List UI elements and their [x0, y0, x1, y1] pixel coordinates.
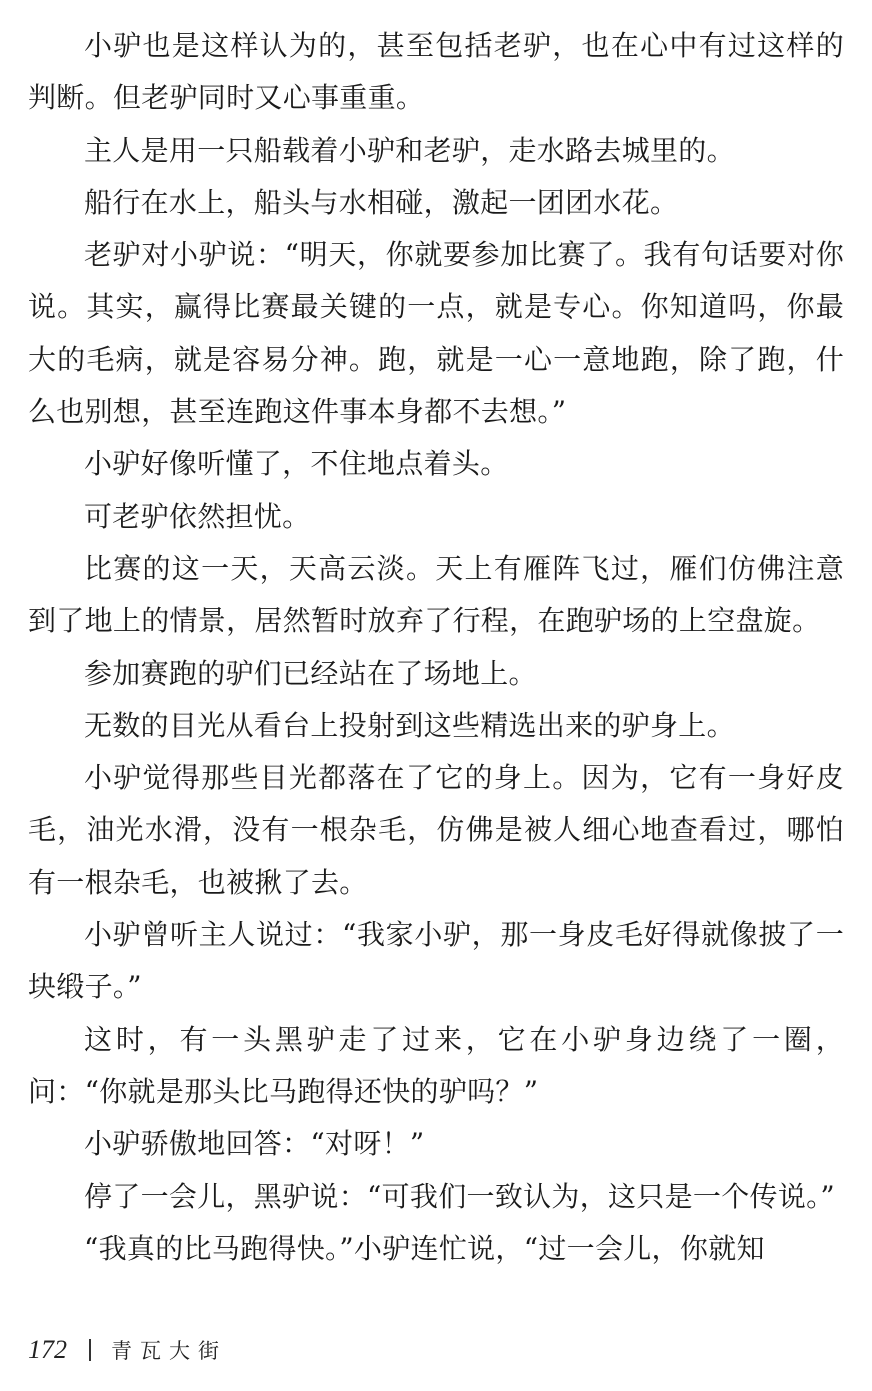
paragraph: 小驴也是这样认为的，甚至包括老驴，也在心中有过这样的判断。但老驴同时又心事重重。	[28, 29, 844, 115]
paragraph: 船行在水上，船头与水相碰，激起一团团水花。	[84, 185, 679, 219]
paragraph: 老驴对小驴说：“明天，你就要参加比赛了。我有句话要对你说。其实，赢得比赛最关键的一点，就是专心。你知道吗，你最大的毛病，就是容易分神。跑，就是一心一意地跑，除了跑，什么也别想，甚至连跑这件事本身都不去想。”	[28, 238, 844, 429]
paragraph: 这时，有一头黑驴走了过来，它在小驴身边绕了一圈，问：“你就是那头比马跑得还快的驴吗？”	[28, 1022, 844, 1108]
paragraph: 小驴曾听主人说过：“我家小驴，那一身皮毛好得就像披了一块缎子。”	[28, 918, 844, 1004]
footer-divider	[89, 1339, 91, 1361]
paragraph: 比赛的这一天，天高云淡。天上有雁阵飞过，雁们仿佛注意到了地上的情景，居然暂时放弃了行程，在跑驴场的上空盘旋。	[28, 551, 844, 638]
page-footer	[28, 1330, 227, 1370]
text-body	[28, 20, 844, 1275]
paragraph: 小驴骄傲地回答：“对呀！”	[84, 1127, 425, 1161]
paragraph: 小驴觉得那些目光都落在了它的身上。因为，它有一身好皮毛，油光水滑，没有一根杂毛，仿佛是被人细心地查看过，哪怕有一根杂毛，也被揪了去。	[28, 761, 844, 899]
paragraph: 可老驴依然担忧。	[84, 499, 311, 533]
paragraph: 停了一会儿，黑驴说：“可我们一致认为，这只是一个传说。”	[84, 1179, 836, 1213]
paragraph: 小驴好像听懂了，不住地点着头。	[84, 447, 509, 481]
page-number: 172	[28, 1335, 67, 1364]
book-title: 青瓦大街	[111, 1339, 227, 1363]
paragraph: “我真的比马跑得快。”小驴连忙说，“过一会儿，你就知	[84, 1231, 765, 1265]
paragraph: 无数的目光从看台上投射到这些精选出来的驴身上。	[84, 708, 735, 742]
paragraph: 主人是用一只船载着小驴和老驴，走水路去城里的。	[84, 133, 735, 167]
paragraph: 参加赛跑的驴们已经站在了场地上。	[84, 656, 537, 690]
